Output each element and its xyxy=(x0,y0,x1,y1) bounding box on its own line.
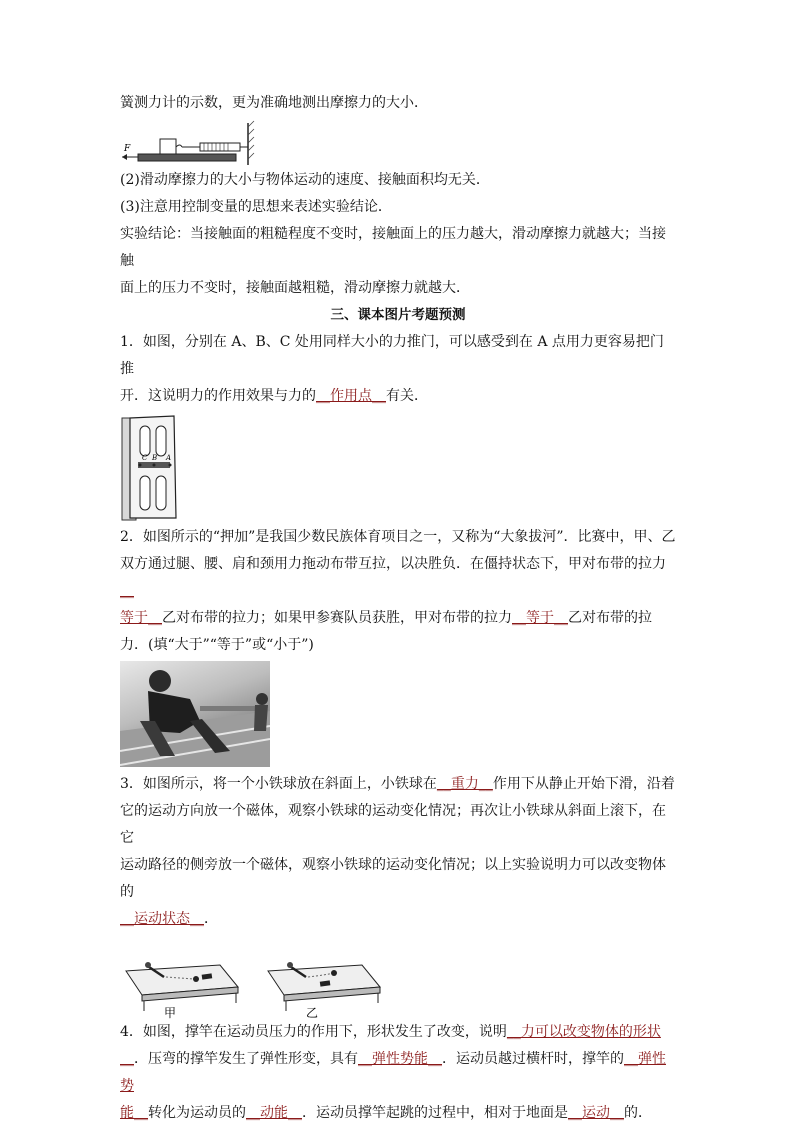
q4-text-a: 4．如图，撑竿在运动员压力的作用下，形状发生了改变，说明__力可以改变物体的形状 xyxy=(120,1024,661,1040)
q2-text-c: 等于__乙对布带的拉力；如果甲参赛队员获胜，甲对布带的拉力__等于__乙对布带的拉 xyxy=(120,610,652,626)
document-page xyxy=(120,90,676,1127)
q4-text-b: __．压弯的撑竿发生了弹性形变，具有__弹性势能__．运动员越过横杆时，撑竿的__弹性势 xyxy=(120,1051,666,1094)
q2-answer1: 等于__ xyxy=(120,610,162,626)
q2-answer2: __等于__ xyxy=(512,610,568,626)
intro-conclusion-b: 面上的压力不变时，接触面越粗糙，滑动摩擦力就越大． xyxy=(120,280,470,296)
q3-text-c: 运动路径的侧旁放一个磁体，观察小铁球的运动变化情况；以上实验说明力可以改变物体的 xyxy=(120,857,666,900)
tug-of-war-photo xyxy=(120,661,270,767)
q3-text-b: 它的运动方向放一个磁体，观察小铁球的运动变化情况；再次让小铁球从斜面上滚下，在它 xyxy=(120,803,666,846)
q3-text-d: __运动状态__． xyxy=(120,911,218,927)
q4-answer1b: __ xyxy=(120,1051,134,1067)
magnet-experiment-figure xyxy=(120,937,390,1019)
q2-text-b: 双方通过腿、腰、肩和颈用力拖动布带互拉，以决胜负．在僵持状态下，甲对布带的拉力__ xyxy=(120,556,666,599)
force-label: F xyxy=(124,144,131,154)
q1-answer: __作用点__ xyxy=(316,388,386,404)
q4-answer5: __运动__ xyxy=(568,1105,624,1121)
section-title: 三、课本图片考题预测 xyxy=(330,307,466,323)
q4-answer2: __弹性势能__ xyxy=(358,1051,442,1067)
q1-text-a: 1．如图，分别在 A、B、C 处用同样大小的力推门，可以感受到在 A 点用力更容易把门推 xyxy=(120,334,664,377)
q1-text-b: 开．这说明力的作用效果与力的__作用点__有关． xyxy=(120,388,428,404)
fig-label-jia: 甲 xyxy=(164,1006,177,1019)
q2-text-a: 2．如图所示的“押加”是我国少数民族体育项目之一，又称为“大象拔河”．比赛中，甲、乙 xyxy=(120,529,676,545)
q4-answer3b: 能__ xyxy=(120,1105,148,1121)
door-label-c: C xyxy=(142,454,148,462)
door-label-a: A xyxy=(166,454,172,462)
fig-label-yi: 乙 xyxy=(306,1006,319,1019)
friction-experiment-figure xyxy=(120,117,260,167)
intro-conclusion-a: 实验结论：当接触面的粗糙程度不变时，接触面上的压力越大，滑动摩擦力就越大；当接触 xyxy=(120,226,666,269)
intro-note2: (2)滑动摩擦力的大小与物体运动的速度、接触面积均无关． xyxy=(120,172,490,188)
intro-line1: 簧测力计的示数，更为准确地测出摩擦力的大小． xyxy=(120,95,428,111)
q4-text-c: 能__转化为运动员的__动能__．运动员撑竿起跳的过程中，相对于地面是__运动__的． xyxy=(120,1105,652,1121)
q4-answer1a: __力可以改变物体的形状 xyxy=(506,1024,661,1040)
q3-answer1: __重力__ xyxy=(436,776,493,792)
q3-text-a: 3．如图所示，将一个小铁球放在斜面上，小铁球在__重力__作用下从静止开始下滑，沿着 xyxy=(120,776,675,792)
q3-answer2: __运动状态__ xyxy=(120,911,204,927)
q4-answer3a: __弹性势 xyxy=(120,1051,666,1094)
q2-text-d: 力．(填“大于”“等于”或“小于”) xyxy=(120,637,314,653)
door-label-b: B xyxy=(152,454,158,462)
q4-answer4: __动能__ xyxy=(246,1105,302,1121)
door-figure xyxy=(120,414,182,522)
intro-note3: (3)注意用控制变量的思想来表述实验结论． xyxy=(120,199,392,215)
